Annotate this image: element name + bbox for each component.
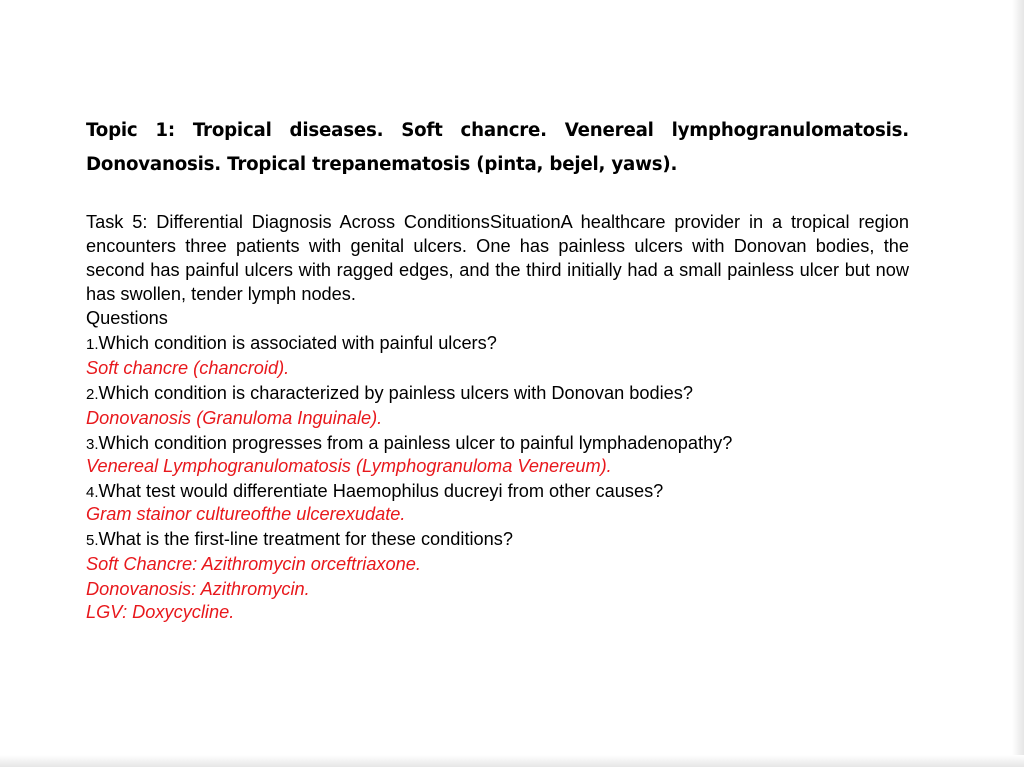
question-5: [86, 528, 916, 551]
slide-edge-shadow-right: [1012, 0, 1024, 767]
question-block-5: [86, 528, 916, 624]
answer-3: Venereal Lymphogranulomatosis (Lymphogranuloma Venereum).: [86, 456, 612, 476]
question-1: [86, 332, 916, 355]
question-number: 1.: [86, 336, 99, 353]
questions-section: [86, 307, 916, 624]
question-block-3: [86, 432, 916, 478]
task-description: Task 5: Differential Diagnosis Across ConditionsSituationA healthcare provider in a tropical region encounters three patients with genital ulcers. One has painless ulcers with Donovan bodies, the second has painful ulcers with ragged edges, and the third initially had a small painless ulcer but now has swollen, tender lymph nodes.: [86, 212, 909, 304]
question-number: 5.: [86, 532, 99, 549]
question-number: 2.: [86, 386, 99, 403]
question-text: What test would differentiate Haemophilus ducreyi from other causes?: [98, 481, 664, 501]
question-text: Which condition progresses from a painless ulcer to painful lymphadenopathy?: [98, 433, 733, 453]
question-3: [86, 432, 916, 455]
question-2: [86, 382, 916, 405]
question-text: What is the first-line treatment for these conditions?: [98, 529, 513, 549]
question-4: [86, 480, 916, 503]
slide-edge-shadow-bottom: [0, 755, 1024, 767]
question-text: Which condition is associated with painful ulcers?: [98, 333, 497, 353]
questions-heading: Questions: [86, 308, 168, 328]
slide-title: Topic 1: Tropical diseases. Soft chancre. Venereal lymphogranulomatosis. Donovanosis. Tropical trepanematosis (pinta, bejel, yaws).: [86, 120, 909, 175]
answer-5c: LGV: Doxycycline.: [86, 602, 235, 622]
answer-1: Soft chancre (chancroid).: [86, 358, 290, 378]
question-number: 3.: [86, 436, 99, 453]
answer-4: Gram stainor cultureofthe ulcerexudate.: [86, 504, 406, 524]
answer-5a: Soft Chancre: Azithromycin orceftriaxone.: [86, 554, 421, 574]
question-number: 4.: [86, 484, 99, 501]
question-text: Which condition is characterized by painless ulcers with Donovan bodies?: [98, 383, 693, 403]
question-block-4: [86, 480, 916, 526]
question-block-1: [86, 332, 916, 380]
answer-5b: Donovanosis: Azithromycin.: [86, 579, 310, 599]
answer-2: Donovanosis (Granuloma Inguinale).: [86, 408, 383, 428]
question-block-2: [86, 382, 916, 430]
